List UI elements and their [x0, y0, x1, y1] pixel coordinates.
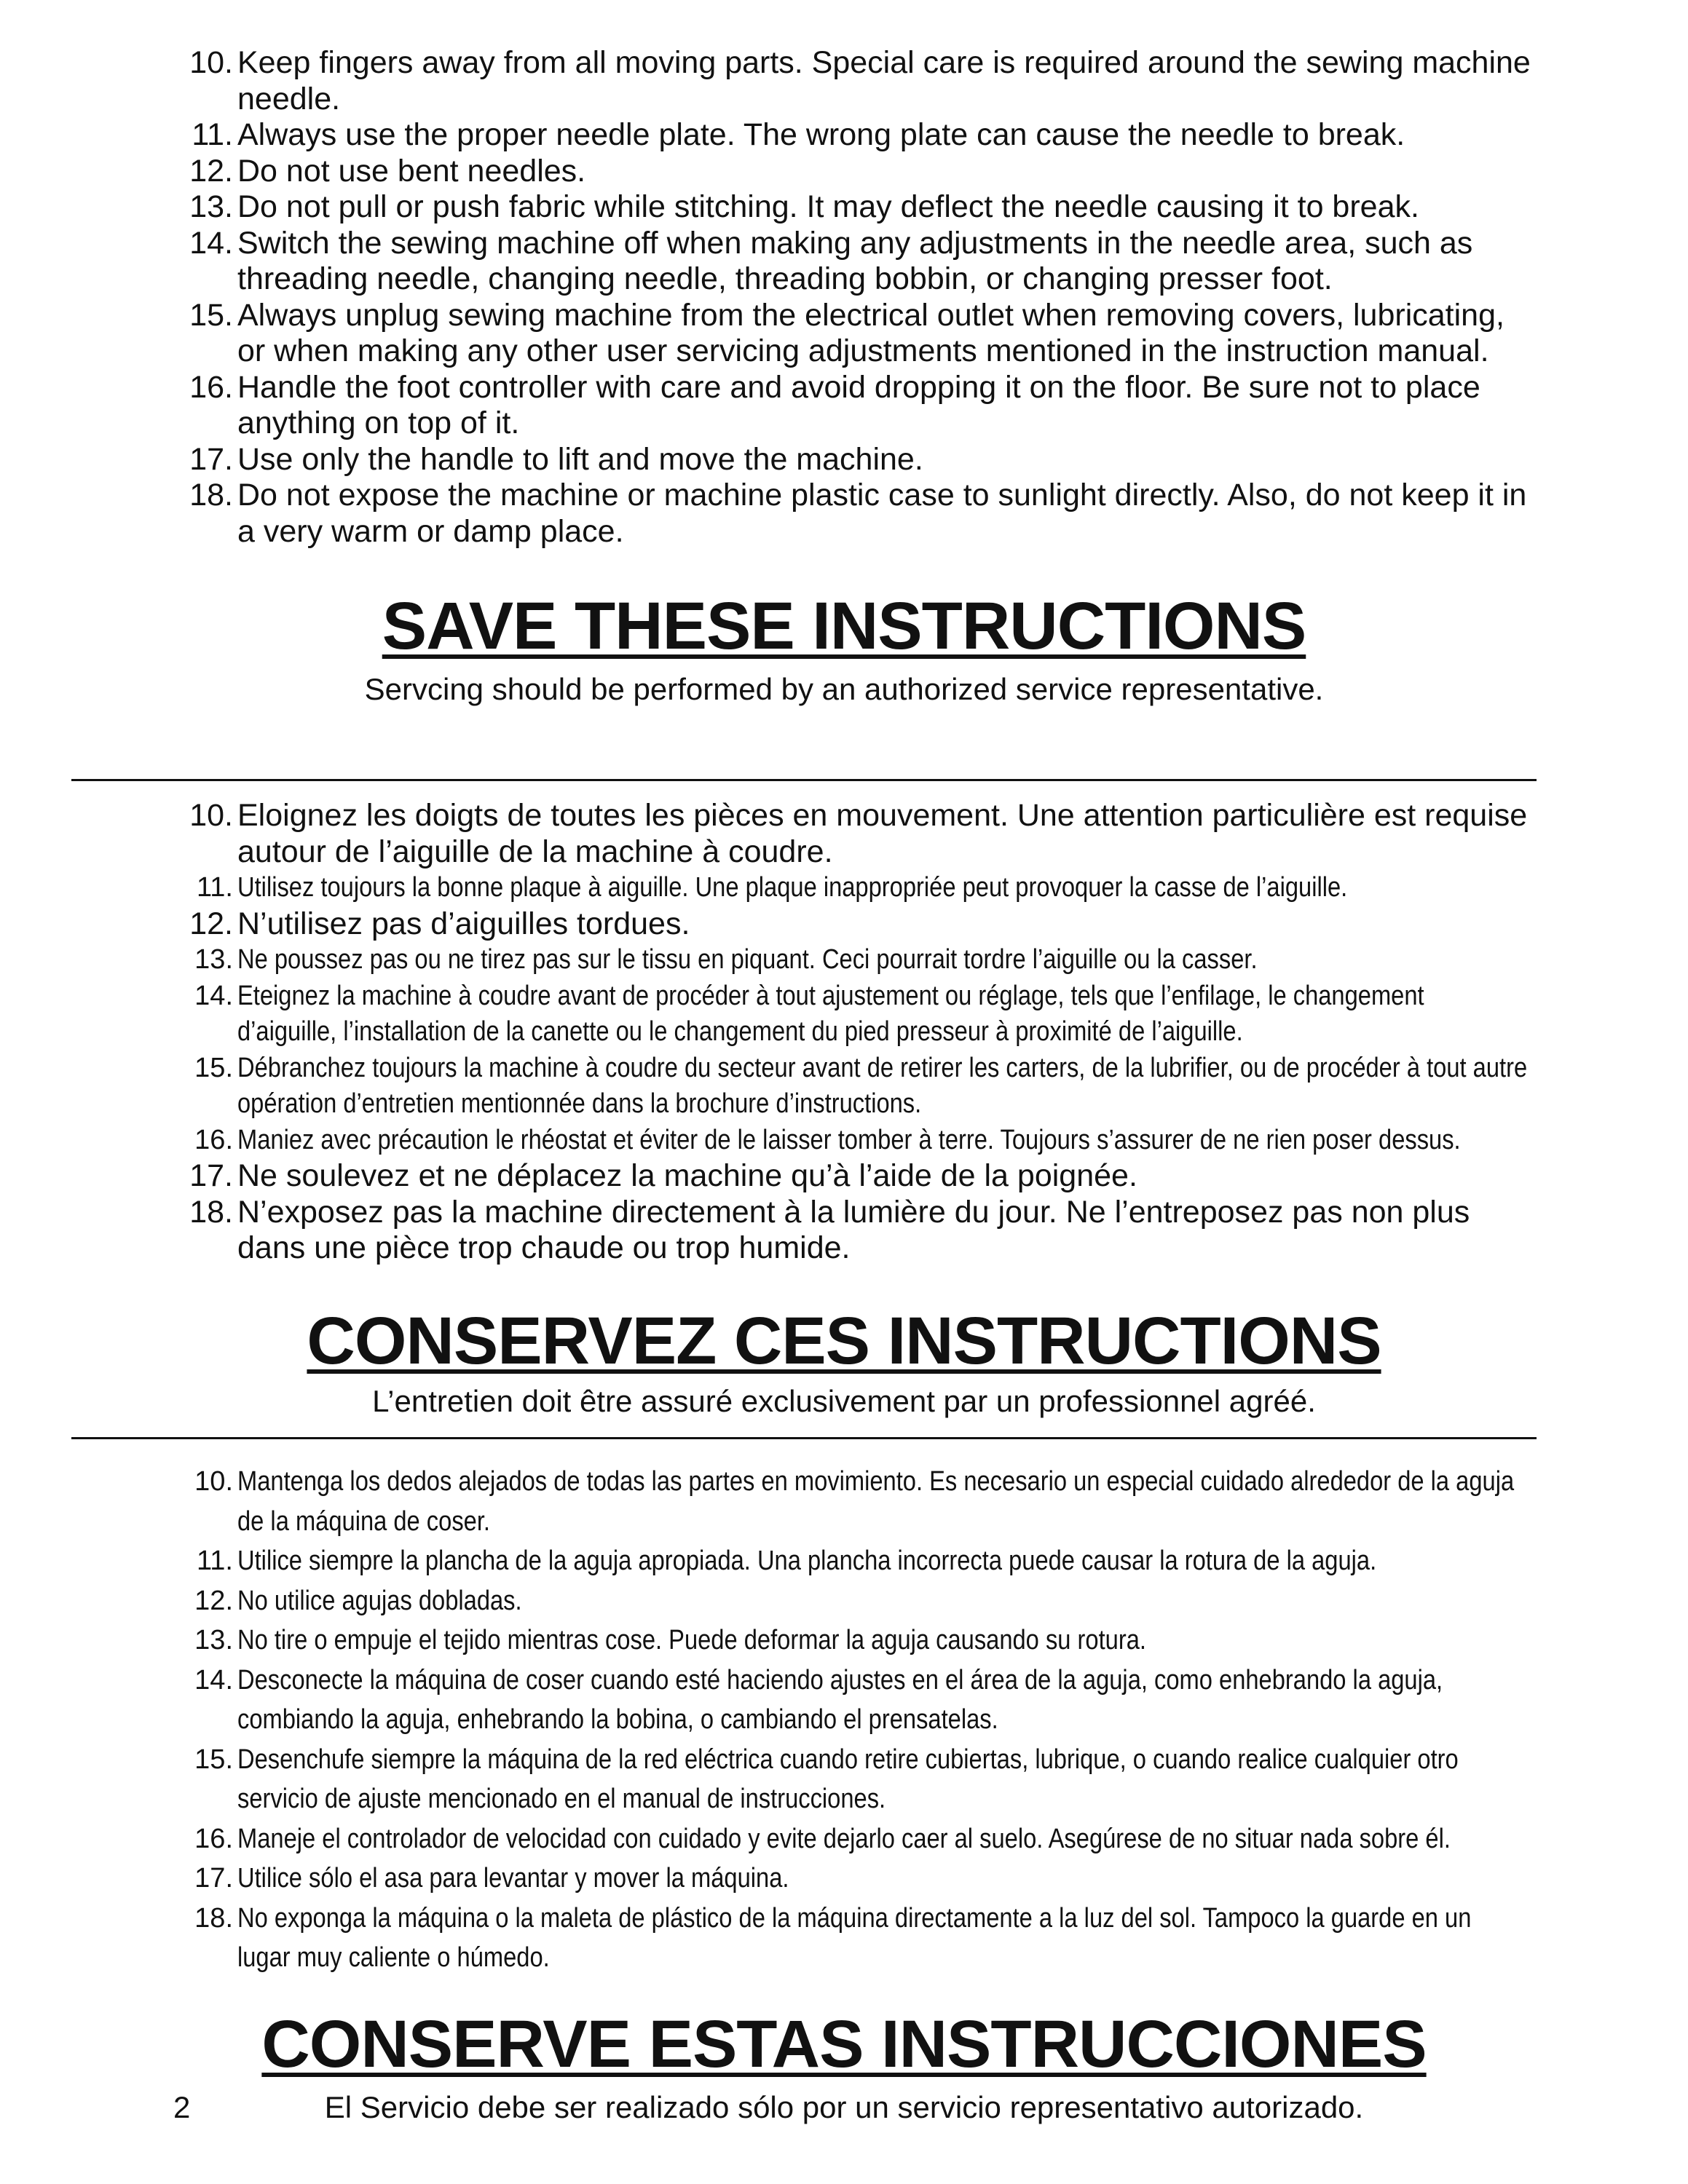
list-item: 10. Eloignez les doigts de toutes les pièces en mouvement. Une attention particulière est requise autour de l’aiguille de la machine à coudre.: [189, 798, 1528, 869]
list-item: 10. Mantenga los dedos alejados de todas las partes en movimiento. Es necesario un especial cuidado alrededor de la aguja de la máquina de coser.: [194, 1466, 1515, 1537]
section-divider: [71, 779, 1537, 781]
list-item: 17. Use only the handle to lift and move the machine.: [189, 441, 923, 477]
french-section: [0, 798, 1688, 1267]
french-heading: CONSERVEZ CES INSTRUCTIONS: [307, 1304, 1381, 1378]
spanish-service-note: El Servicio debe ser realizado sólo por un servicio representativo autorizado.: [324, 2090, 1364, 2124]
list-item: 15. Desenchufe siempre la máquina de la red eléctrica cuando retire cubiertas, lubrique, o cuando realice cualquier otro servicio de ajuste mencionado en el manual de instrucciones.: [194, 1744, 1459, 1814]
english-section: [0, 45, 1688, 550]
list-item: 16. Handle the foot controller with care and avoid dropping it on the floor. Be sure not to place anything on top of it.: [189, 369, 1480, 440]
english-list: [0, 45, 1688, 550]
list-item: 11. Always use the proper needle plate. The wrong plate can cause the needle to break.: [192, 117, 1405, 152]
french-list: [0, 798, 1688, 1267]
list-item: 13. No tire o empuje el tejido mientras cose. Puede deformar la aguja causando su rotura.: [194, 1625, 1146, 1655]
list-item: 14. Desconecte la máquina de coser cuando esté haciendo ajustes en el área de la aguja, como enhebrando la aguja, combiando la aguja, enhebrando la bobina, o cambiando el prensatelas.: [194, 1664, 1443, 1735]
english-heading: SAVE THESE INSTRUCTIONS: [382, 589, 1306, 663]
spanish-heading: CONSERVE ESTAS INSTRUCCIONES: [261, 2007, 1427, 2081]
list-item: 12. No utilice agujas dobladas.: [194, 1585, 522, 1616]
list-item: 18. No exponga la máquina o la maleta de plástico de la máquina directamente a la luz del sol. Tampoco la guarde en un lugar muy caliente o húmedo.: [194, 1902, 1472, 1973]
list-item: 17. Ne soulevez et ne déplacez la machine qu’à l’aide de la poignée.: [189, 1158, 1137, 1193]
french-service-note: L’entretien doit être assuré exclusivement par un professionnel agréé.: [372, 1384, 1316, 1418]
list-item: 16. Maneje el controlador de velocidad con cuidado y evite dejarlo caer al suelo. Asegúrese de no situar nada sobre él.: [194, 1823, 1451, 1854]
list-item: 16. Maniez avec précaution le rhéostat et éviter de le laisser tomber à terre. Toujours s’assurer de ne rien poser dessus.: [194, 1124, 1461, 1155]
list-item: 15. Always unplug sewing machine from the electrical outlet when removing covers, lubricating, or when making any other user servicing adjustments mentioned in the instruction manual.: [189, 297, 1504, 368]
list-item: 18. N’exposez pas la machine directement à la lumière du jour. Ne l’entreposez pas non plus dans une pièce trop chaude ou trop humide.: [189, 1194, 1470, 1265]
list-item: 13. Ne poussez pas ou ne tirez pas sur le tissu en piquant. Ceci pourrait tordre l’aiguille ou la casser.: [194, 944, 1258, 975]
list-item: 15. Débranchez toujours la machine à coudre du secteur avant de retirer les carters, de la lubrifier, ou de procéder à tout autre opération d’entretien mentionnée dans la brochure d’instructions.: [194, 1052, 1528, 1119]
list-item: 14. Eteignez la machine à coudre avant de procéder à tout ajustement ou réglage, tels que l’enfilage, le changement d’aiguille, l’installation de la canette ou le changement du pied presseur à proximité de l’aiguille.: [194, 980, 1424, 1047]
section-divider: [71, 1437, 1537, 1439]
list-item: 17. Utilice sólo el asa para levantar y mover la máquina.: [194, 1863, 789, 1894]
english-service-note: Servcing should be performed by an authorized service representative.: [364, 672, 1324, 706]
list-item: 11. Utilisez toujours la bonne plaque à aiguille. Une plaque inappropriée peut provoquer la casse de l’aiguille.: [196, 872, 1348, 903]
list-item: 14. Switch the sewing machine off when making any adjustments in the needle area, such as threading needle, changing needle, threading bobbin, or changing presser foot.: [189, 225, 1473, 296]
list-item: 11. Utilice siempre la plancha de la aguja apropiada. Una plancha incorrecta puede causar la rotura de la aguja.: [196, 1546, 1377, 1576]
list-item: 10. Keep fingers away from all moving parts. Special care is required around the sewing machine needle.: [189, 45, 1531, 116]
list-item: 13. Do not pull or push fabric while stitching. It may deflect the needle causing it to break.: [189, 189, 1419, 224]
page-number: 2: [173, 2090, 191, 2124]
list-item: 18. Do not expose the machine or machine plastic case to sunlight directly. Also, do not keep it in a very warm or damp place.: [189, 478, 1527, 549]
list-item: 12. N’utilisez pas d’aiguilles tordues.: [189, 906, 690, 941]
list-item: 12. Do not use bent needles.: [189, 153, 586, 189]
spanish-section: [0, 1462, 1688, 1978]
spanish-list: [0, 1462, 1688, 1978]
